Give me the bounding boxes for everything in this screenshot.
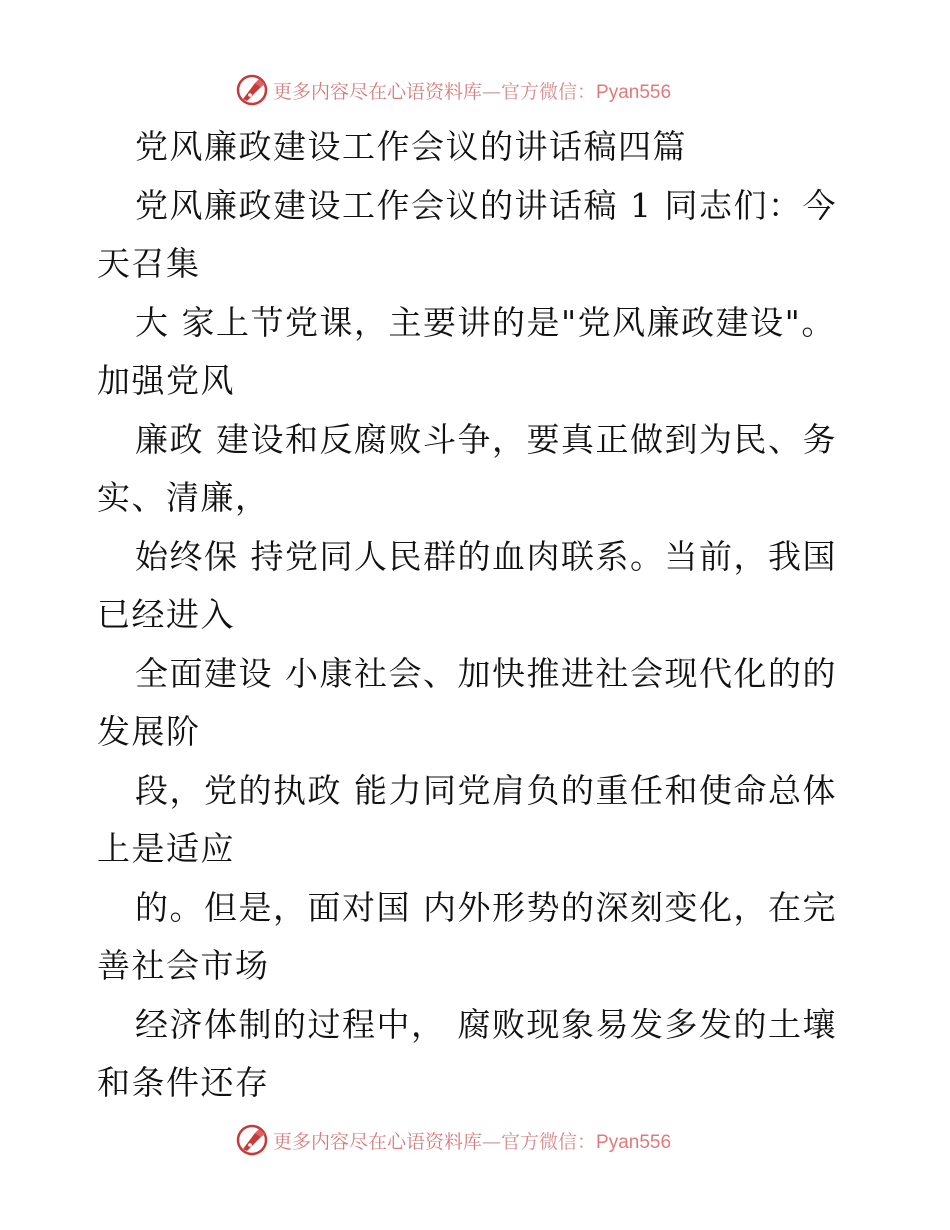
document-lines (97, 177, 837, 1113)
document-line: 和条件还存 (97, 1063, 270, 1102)
header-banner-dash: — (482, 80, 502, 103)
document-body (97, 118, 837, 1113)
footer-banner-wechat-label: 官方微信： (501, 1130, 597, 1153)
document-title: 党风廉政建设工作会议的讲话稿四篇 (135, 127, 687, 166)
document-line: 廉政 建设和反腐败斗争，要真正做到为民、务 (135, 419, 837, 459)
document-line: 已经进入 (97, 595, 235, 634)
footer-banner-title: 更多内容尽在心语资料库 (273, 1130, 483, 1153)
footer-banner-text (273, 1127, 671, 1154)
header-banner-text (273, 77, 671, 104)
document-line: 加强党风 (97, 361, 235, 400)
document-line: 实、清廉， (97, 478, 270, 517)
document-line: 始终保 持党同人民群的血肉联系。当前，我国 (135, 536, 837, 576)
footer-banner-wechat-id: Pyan556 (596, 1131, 672, 1153)
header-banner-title: 更多内容尽在心语资料库 (273, 80, 483, 103)
document-line: 全面建设 小康社会、加快推进社会现代化的的 (135, 653, 837, 693)
footer-banner-dash: — (482, 1130, 502, 1153)
document-line: 天召集 (97, 244, 201, 283)
document-line: 经济体制的过程中， 腐败现象易发多发的土壤 (135, 1004, 837, 1044)
document-line: 段，党的执政 能力同党肩负的重任和使命总体 (135, 770, 837, 810)
header-banner-wechat-label: 官方微信： (501, 80, 597, 103)
document-line: 上是适应 (97, 829, 235, 868)
footer-banner (235, 1120, 715, 1160)
pen-nib-logo-icon (235, 1123, 269, 1157)
header-banner (235, 70, 715, 110)
document-line: 的。但是，面对国 内外形势的深刻变化，在完 (135, 887, 837, 927)
document-line: 善社会市场 (97, 946, 270, 985)
pen-nib-logo-icon (235, 73, 269, 107)
document-line: 发展阶 (97, 712, 201, 751)
document-line: 大 家上节党课，主要讲的是"党风廉政建设"。 (135, 302, 836, 342)
header-banner-wechat-id: Pyan556 (596, 81, 672, 103)
document-line: 党风廉政建设工作会议的讲话稿 1 同志们：今 (135, 185, 837, 225)
